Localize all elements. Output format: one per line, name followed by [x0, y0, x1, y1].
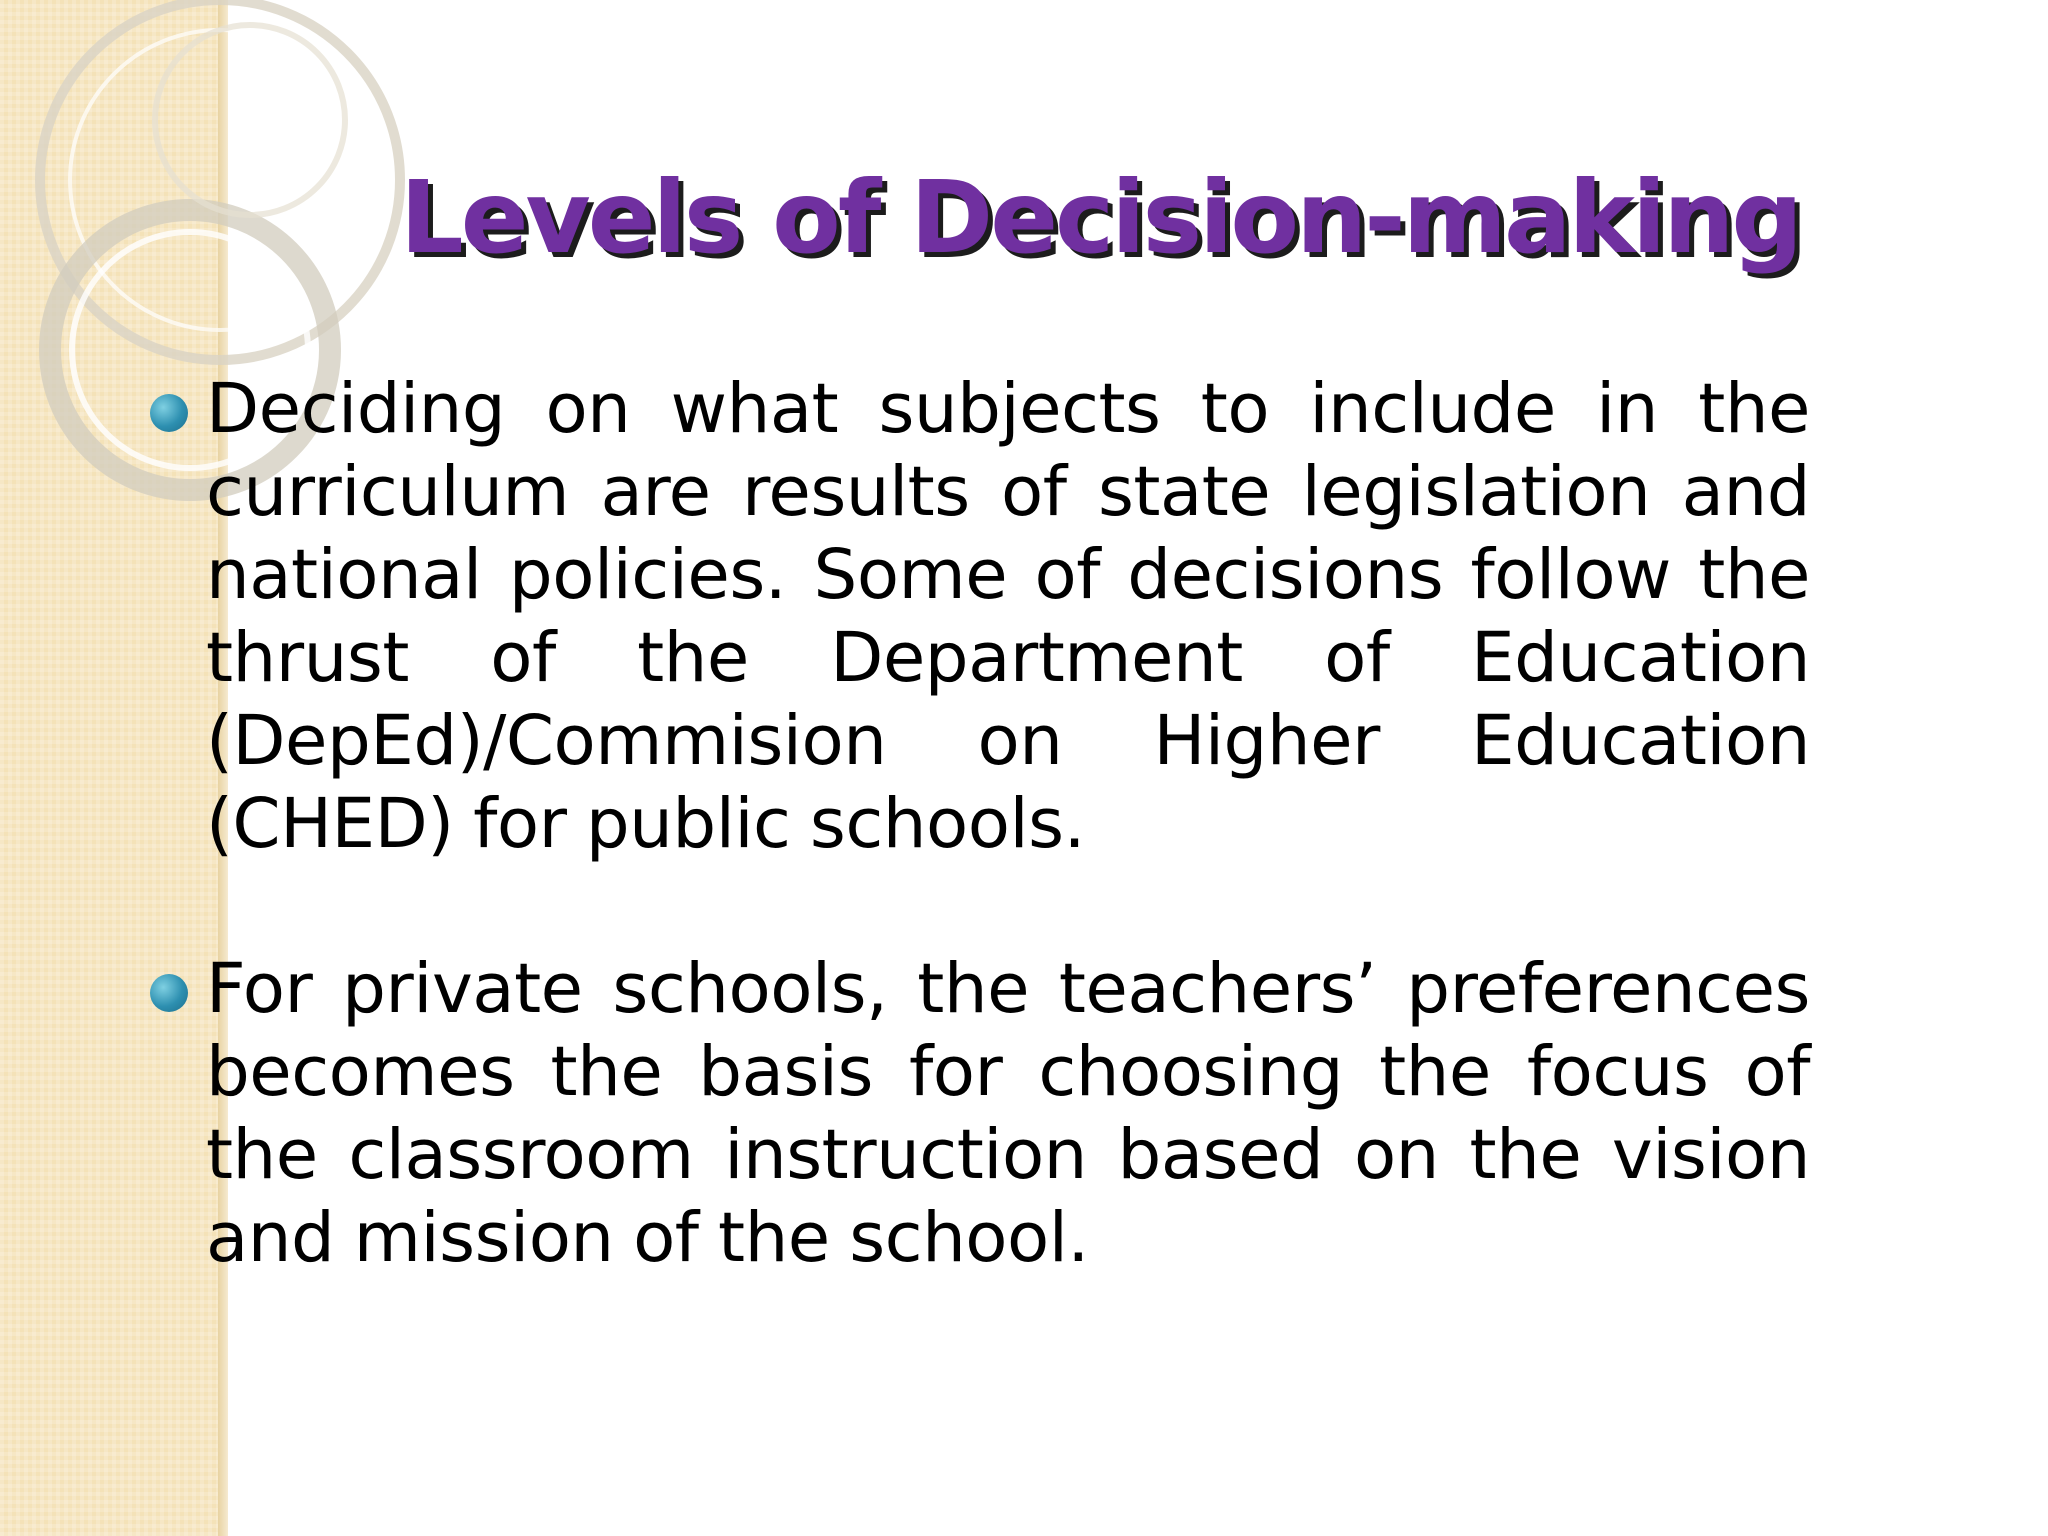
- slide-title: Levels of Decision-making: [400, 159, 1800, 276]
- bullet-dot-icon: [150, 974, 188, 1012]
- bullet-item: [150, 948, 1810, 1280]
- bullet-list: [150, 368, 1810, 1362]
- bullet-text: Deciding on what subjects to include in the curriculum are results of state legislation and national policies. Some of decisions follow the thrust of the Department of Education (DepEd)/Commision on Higher Education (CHED) for public schools.: [206, 369, 1810, 864]
- bullet-item: [150, 368, 1810, 866]
- bullet-text: For private schools, the teachers’ preferences becomes the basis for choosing the focus of the classroom instruction based on the vision and mission of the school.: [206, 949, 1810, 1278]
- bullet-dot-icon: [150, 394, 188, 432]
